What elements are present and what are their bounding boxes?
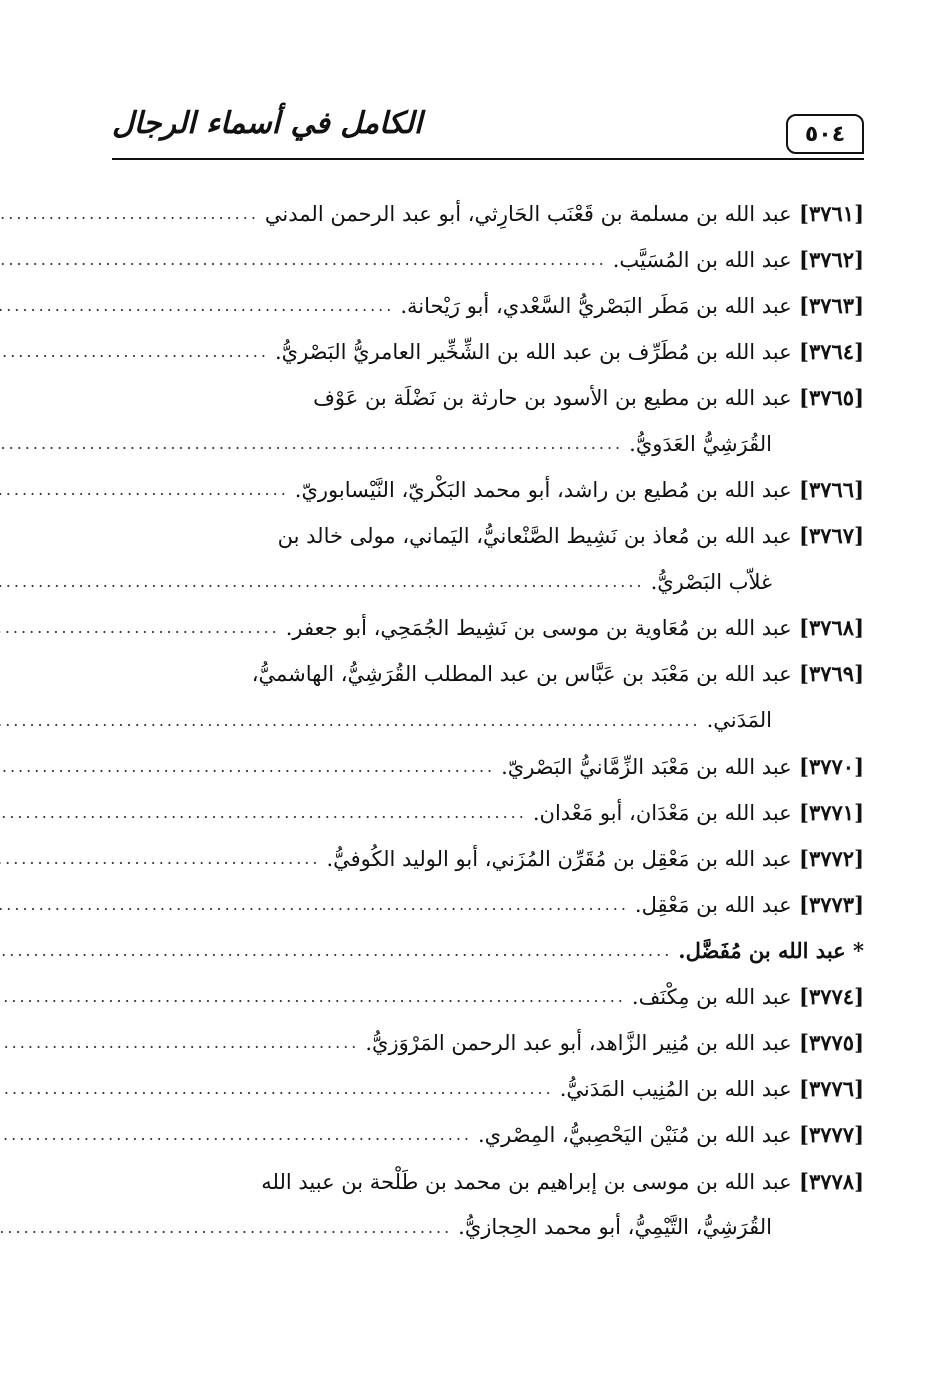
index-entry [112,190,864,236]
entry-text [478,1122,864,1147]
entry-name: عبد الله بن مُعاذ بن نَشِيط الصَّنْعانيُّ، اليَماني، مولى خالد بن [277,524,792,549]
entry-number: [٣٧٧٣] [791,891,864,917]
entry-name: عبد الله بن مطيع بن الأسود بن حارثة بن نَضْلَة بن عَوْف [313,385,792,410]
entry-name: عبد الله بن مُفَضَّل. [678,938,846,964]
leader-dots [0,480,289,499]
index-entry [112,651,864,697]
entry-text [533,800,864,825]
index-entry [112,974,864,1020]
index-entry [112,374,864,420]
entry-number: [٣٧٧٥] [791,1030,864,1056]
index-entry-continuation [112,697,864,743]
index-entry [112,835,864,881]
page-number-box [786,114,864,154]
entry-number: [٣٧٧٨] [791,1168,864,1194]
entry-text [365,1030,864,1055]
entry-number: [٣٧٧٠] [791,753,864,779]
entry-name: عبد الله بن مَعْبَد بن عَبَّاس بن عبد المطلب القُرَشِيُّ، الهاشميُّ، [251,662,792,687]
entry-number: [٣٧٦٤] [791,338,864,364]
leader-dots [0,1218,452,1237]
index-entry [112,236,864,282]
entry-text [252,661,864,686]
entry-name: عبد الله بن مَعْبَد الزِّمَّانيُّ البَصْريّ. [501,754,792,779]
entry-text [326,846,864,871]
leader-dots [0,757,495,776]
entry-text [560,1076,864,1101]
book-title: الكامل في أسماء الرجال [112,106,423,141]
leader-dots [0,711,701,730]
entry-name: عبد الله بن مُنَيْن اليَحْصِبيُّ، المِصْري. [478,1123,792,1148]
leader-dots [0,941,672,960]
leader-dots [0,849,320,868]
entry-name: عبد الله بن مَعْدَان، أبو مَعْدان. [532,800,792,825]
index-entry [112,282,864,328]
entry-name: عبد الله بن مَطَر البَصْريُّ السَّعْدي، أبو رَيْحانة. [400,293,792,318]
leader-dots [0,987,626,1006]
entry-continuation-text: غلاّب البَصْريُّ. [650,569,772,594]
index-entry-continuation [112,1204,864,1250]
entry-number: [٣٧٧١] [791,799,864,825]
index-entry [112,743,864,789]
leader-dots [0,572,645,591]
index-entry [112,1112,864,1158]
entry-text [400,293,864,318]
leader-dots [0,204,259,223]
entry-number: [٣٧٦٦] [791,477,864,503]
entry-name: عبد الله بن مسلمة بن قَعْنَب الحَارِثي، أبو عبد الرحمن المدني [264,201,792,226]
index-entry [112,467,864,513]
entry-number: [٣٧٦٣] [791,292,864,318]
entry-name: عبد الله بن مُطيع بن راشد، أبو محمد البَكْريّ، النَّيْسابوريّ. [294,478,792,503]
entry-number: [٣٧٧٧] [791,1122,864,1148]
entry-text [295,477,864,502]
entry-text [278,523,864,548]
leader-dots [0,296,394,315]
entry-number: [٣٧٦٩] [791,661,864,687]
entry-number: [٣٧٦٢] [791,246,864,272]
entry-name: عبد الله بن مُعَاوية بن موسى بن نَشِيط الجُمَحِي، أبو جعفر. [285,616,792,641]
entry-text [501,754,864,779]
entry-continuation-text: المَدَني. [706,708,772,733]
leader-dots [0,895,629,914]
entry-text [678,938,864,963]
index-entry-continuation [112,559,864,605]
entry-number: [٣٧٧٢] [791,845,864,871]
leader-dots [0,618,280,637]
entry-name: عبد الله بن مِكْنَف. [631,985,792,1010]
index-entries [112,190,864,1250]
entry-text [632,984,864,1009]
index-entry [112,513,864,559]
index-entry-continuation [112,420,864,466]
index-entry [112,605,864,651]
header-rule [112,158,864,160]
entry-name: عبد الله بن مُنِير الزَّاهد، أبو عبد الرحمن المَرْوَزيُّ. [365,1031,792,1056]
leader-dots [0,1033,359,1052]
leader-dots [0,342,269,361]
index-entry [112,1066,864,1112]
entry-text [613,247,864,272]
index-entry [112,928,864,974]
leader-dots [0,434,623,453]
entry-name: عبد الله بن مَعْقِل. [634,892,792,917]
index-entry [112,789,864,835]
index-entry [112,1020,864,1066]
leader-dots [0,803,527,822]
entry-number: [٣٧٧٤] [791,984,864,1010]
leader-dots [0,250,607,269]
entry-name: عبد الله بن المُسَيَّب. [612,247,792,272]
index-entry [112,881,864,927]
page-header [112,102,864,160]
entry-name: عبد الله بن موسى بن إبراهيم بن محمد بن طَلْحة بن عبيد الله [261,1169,792,1194]
entry-number: * [845,938,864,964]
entry-continuation-text: القُرَشِيُّ، التَّيْمِيُّ، أبو محمد الحِجازيُّ. [458,1215,772,1240]
entry-name: عبد الله بن مُطَرِّف بن عبد الله بن الشِّخِّير العامريُّ البَصْريُّ. [274,339,792,364]
leader-dots [0,1079,554,1098]
index-entry [112,328,864,374]
entry-number: [٣٧٦٥] [791,384,864,410]
entry-text [265,201,864,226]
entry-text [286,615,864,640]
entry-text [261,1169,864,1194]
entry-text [635,892,864,917]
page-number: ٥٠٤ [804,121,846,147]
entry-number: [٣٧٦١] [791,200,864,226]
entry-continuation-text: القُرَشِيُّ العَدَويُّ. [629,431,772,456]
entry-name: عبد الله بن مَعْقِل بن مُقَرِّن المُزَني، أبو الوليد الكُوفيُّ. [326,846,792,871]
entry-text [313,385,864,410]
entry-name: عبد الله بن المُنِيب المَدَنيُّ. [559,1077,792,1102]
entry-number: [٣٧٧٦] [791,1076,864,1102]
entry-text [275,339,864,364]
entry-number: [٣٧٦٧] [791,523,864,549]
index-entry [112,1158,864,1204]
entry-number: [٣٧٦٨] [791,615,864,641]
leader-dots [0,1125,472,1144]
